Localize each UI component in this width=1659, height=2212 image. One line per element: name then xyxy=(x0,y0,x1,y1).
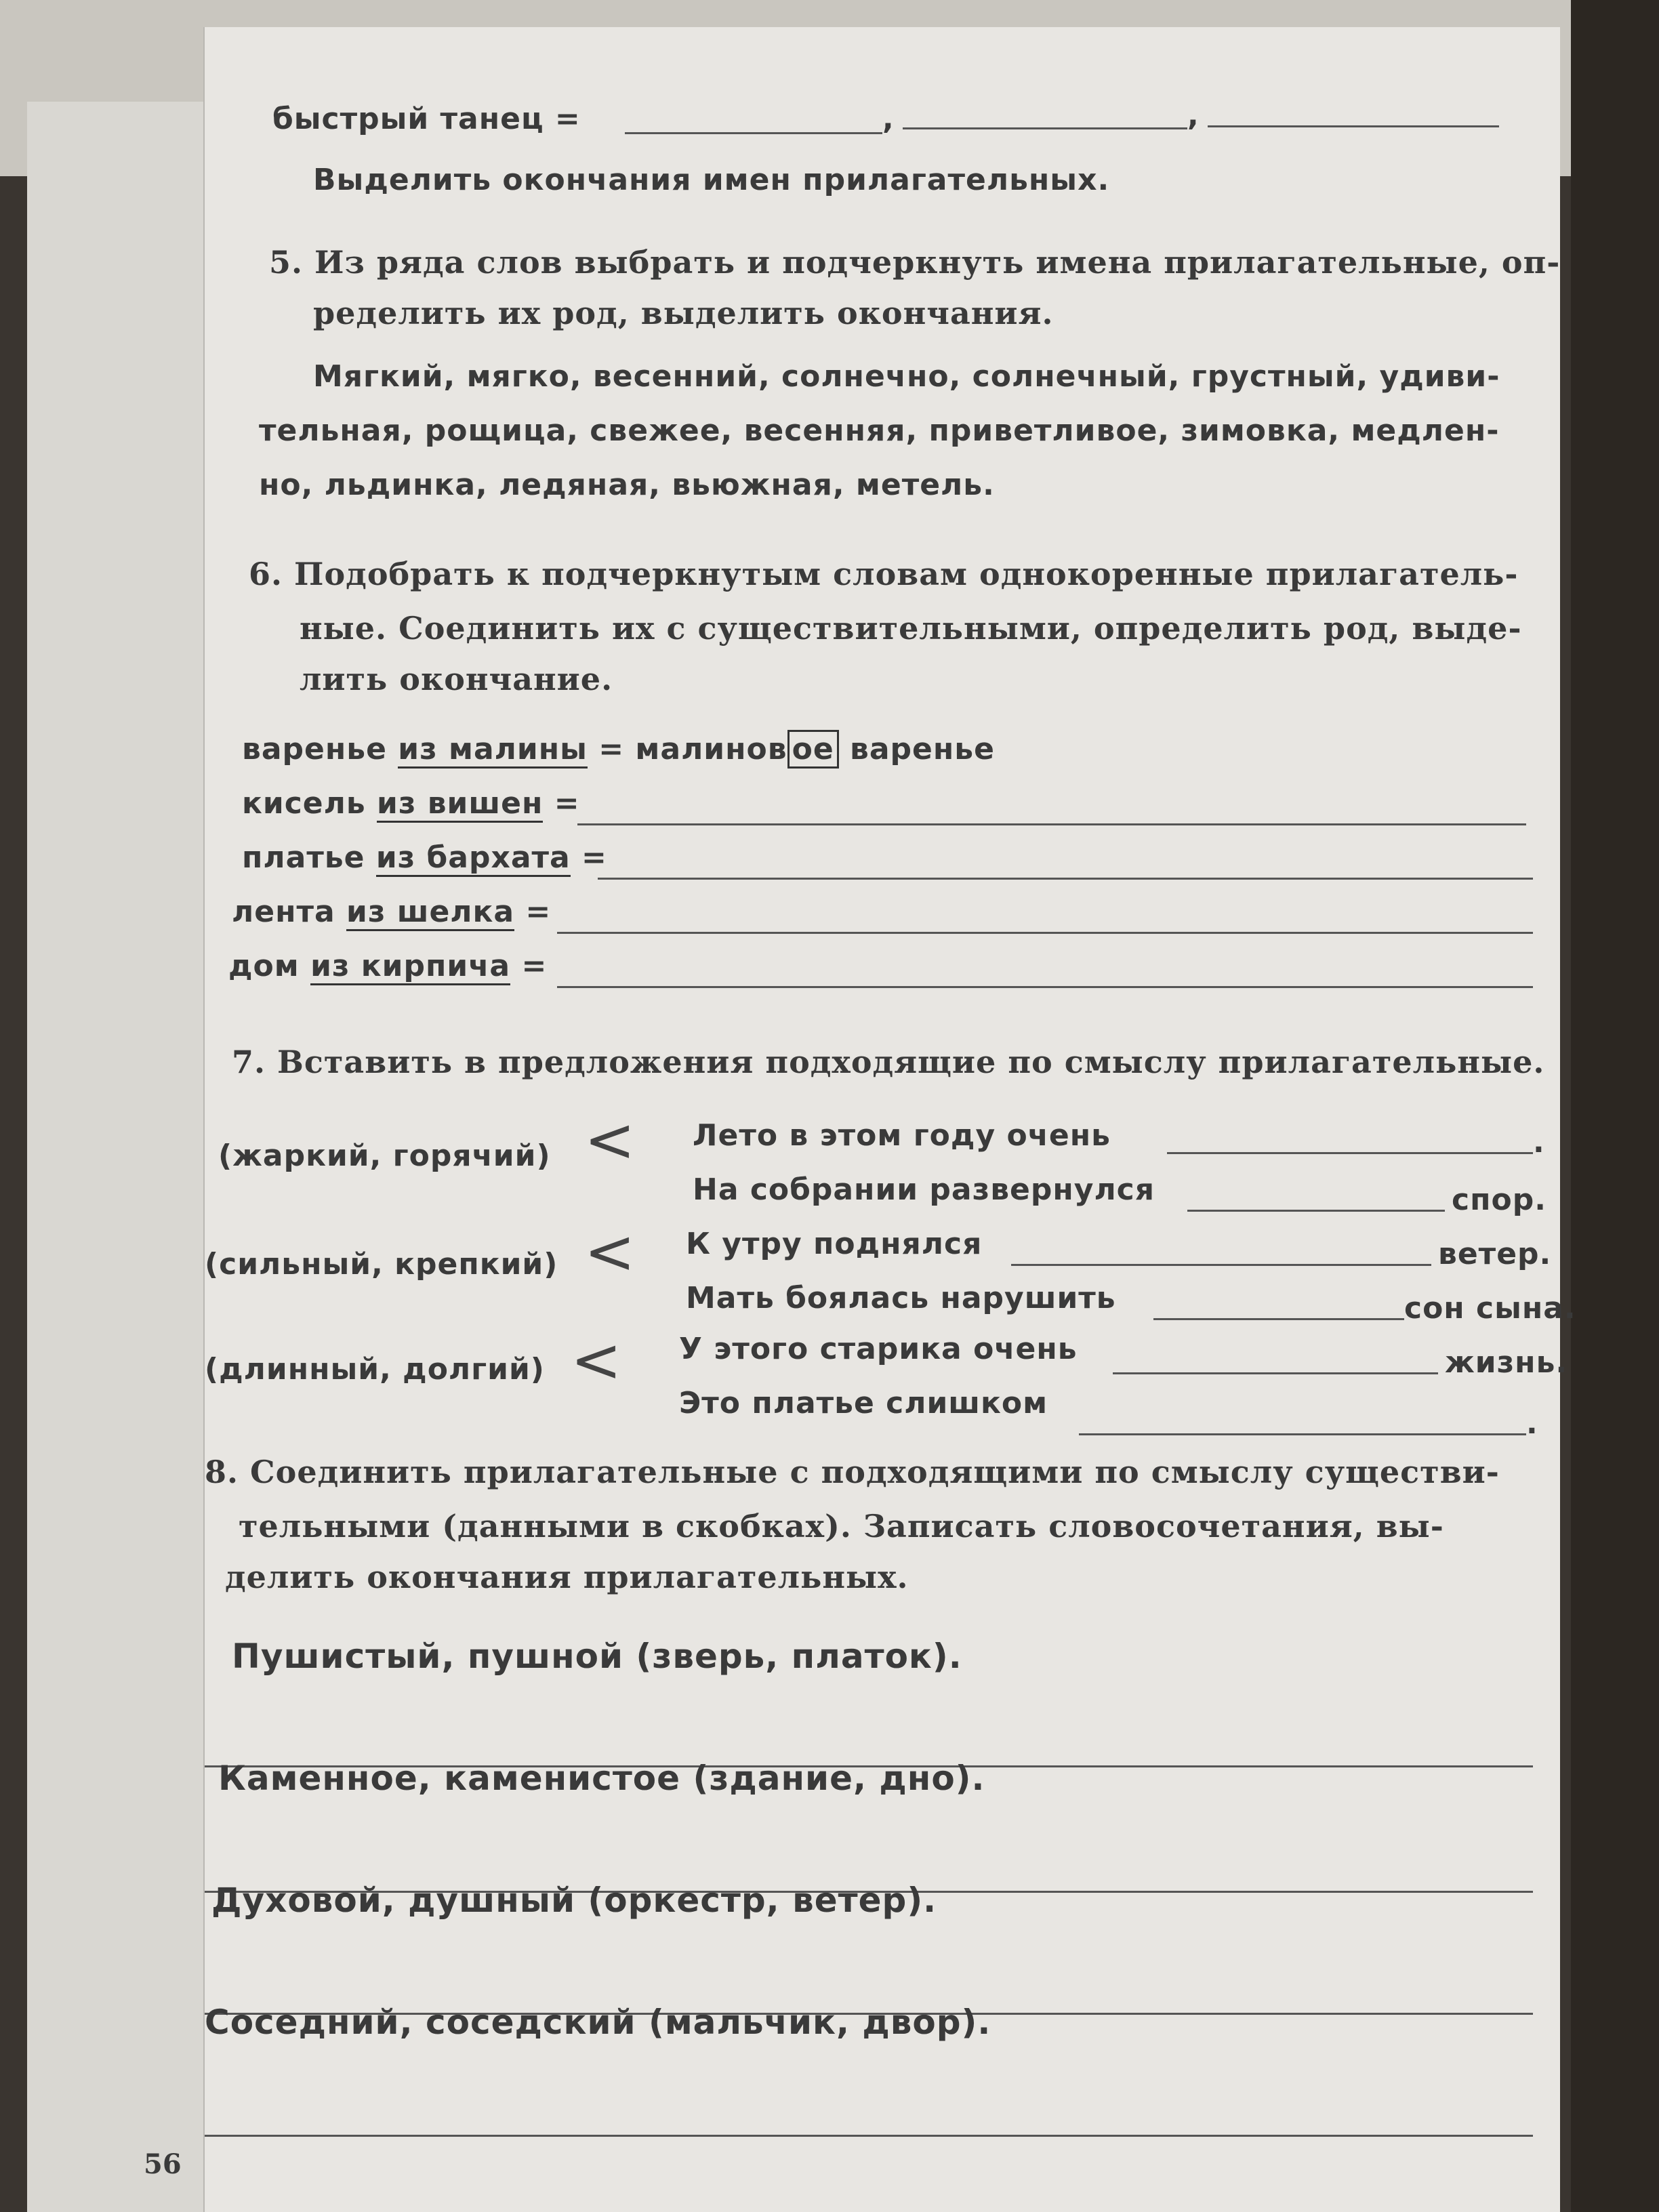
task6-row xyxy=(242,840,607,875)
equals: = xyxy=(598,732,625,766)
answer-blank[interactable] xyxy=(903,127,1187,129)
equals: = xyxy=(521,949,548,983)
task5-title: ределить их род, выделить окончания. xyxy=(313,295,1054,331)
underlined-phrase: из бархата xyxy=(376,840,571,877)
task8-title: делить окончания прилагательных. xyxy=(225,1559,909,1595)
adjective-stem: малинов xyxy=(635,732,787,766)
task8-title: 8. Соединить прилагательные с подходящими по смыслу существи- xyxy=(205,1454,1500,1490)
noun: варенье xyxy=(850,732,995,766)
sentence: Мать боялась нарушить xyxy=(686,1281,1116,1315)
answer-blank[interactable] xyxy=(598,878,1533,880)
equals: = xyxy=(525,895,552,929)
answer-blank[interactable] xyxy=(1113,1372,1438,1374)
task6-row xyxy=(228,949,547,983)
task6-title: 6. Подобрать к подчеркнутым словам однокоренные прилагатель- xyxy=(249,556,1519,592)
dance-label: быстрый танец = xyxy=(272,102,581,136)
underlined-phrase: из кирпича xyxy=(310,949,510,985)
task8-title: тельными (данными в скобках). Записать словосочетания, вы- xyxy=(239,1508,1444,1544)
task7-title: 7. Вставить в предложения подходящие по смыслу прилагательные. xyxy=(232,1044,1545,1080)
noun: лента xyxy=(232,895,335,929)
word-pair: (жаркий, горячий) xyxy=(218,1139,551,1173)
noun: варенье xyxy=(242,732,387,766)
sentence-end: . xyxy=(1526,1406,1538,1441)
bracket-icon: < xyxy=(584,1216,636,1288)
task6-title: лить окончание. xyxy=(300,661,613,697)
answer-blank[interactable] xyxy=(1079,1433,1526,1435)
task6-title: ные. Соединить их с существительными, определить род, выде- xyxy=(300,610,1522,647)
sentence-end: сон сына. xyxy=(1404,1291,1576,1326)
underlined-phrase: из малины xyxy=(398,732,588,769)
sentence-end: . xyxy=(1533,1125,1545,1160)
workbook-page xyxy=(144,27,1576,2212)
word-list: но, льдинка, ледяная, вьюжная, метель. xyxy=(259,468,995,502)
adjective-pair: Соседний, соседский (мальчик, двор). xyxy=(205,2003,991,2042)
adjective-pair: Пушистый, пушной (зверь, платок). xyxy=(232,1637,962,1676)
noun: платье xyxy=(242,840,365,875)
page-number: 56 xyxy=(144,2148,182,2180)
answer-blank[interactable] xyxy=(577,823,1526,825)
task6-row xyxy=(242,786,580,821)
comma: , xyxy=(1187,98,1200,133)
answer-blank[interactable] xyxy=(1187,1210,1445,1212)
answer-blank[interactable] xyxy=(1167,1152,1533,1154)
answer-blank[interactable] xyxy=(205,2135,1533,2137)
adjective-pair: Каменное, каменистое (здание, дно). xyxy=(218,1759,985,1798)
sentence-end: ветер. xyxy=(1438,1237,1552,1271)
word-list: Мягкий, мягко, весенний, солнечно, солнечный, грустный, удиви- xyxy=(313,359,1500,394)
bracket-icon: < xyxy=(584,1105,636,1176)
adjective-pair: Духовой, душный (оркестр, ветер). xyxy=(211,1881,937,1920)
sentence: К утру поднялся xyxy=(686,1227,983,1261)
answer-blank[interactable] xyxy=(1153,1318,1404,1320)
underlined-phrase: из шелка xyxy=(346,895,514,931)
top-line-1 xyxy=(272,102,581,136)
ending-box: ое xyxy=(787,730,839,769)
answer-blank[interactable] xyxy=(625,132,882,134)
example-row xyxy=(242,732,995,766)
task5-title: 5. Из ряда слов выбрать и подчеркнуть имена прилагательные, оп- xyxy=(269,244,1561,281)
answer-blank[interactable] xyxy=(1208,125,1499,127)
sentence: Это платье слишком xyxy=(679,1386,1048,1420)
noun: дом xyxy=(228,949,300,983)
comma: , xyxy=(882,102,895,136)
answer-blank[interactable] xyxy=(557,986,1533,988)
sentence: Лето в этом году очень xyxy=(693,1118,1111,1153)
answer-blank[interactable] xyxy=(1011,1264,1431,1266)
task6-row xyxy=(232,895,551,929)
sentence: На собрании развернулся xyxy=(693,1172,1155,1207)
equals: = xyxy=(554,786,580,821)
page-stack xyxy=(27,102,217,2212)
noun: кисель xyxy=(242,786,366,821)
instruction-text: Выделить окончания имен прилагательных. xyxy=(313,163,1110,197)
word-list: тельная, рощица, свежее, весенняя, приветливое, зимовка, медлен- xyxy=(259,413,1500,448)
sentence-end: жизнь. xyxy=(1445,1345,1568,1380)
answer-blank[interactable] xyxy=(557,932,1533,934)
desk-edge xyxy=(1571,0,1659,2212)
word-pair: (сильный, крепкий) xyxy=(205,1247,558,1282)
word-pair: (длинный, долгий) xyxy=(205,1352,545,1387)
sentence-end: спор. xyxy=(1452,1183,1547,1217)
bracket-icon: < xyxy=(571,1325,622,1396)
equals: = xyxy=(581,840,607,875)
underlined-phrase: из вишен xyxy=(377,786,543,823)
sentence: У этого старика очень xyxy=(679,1332,1078,1366)
